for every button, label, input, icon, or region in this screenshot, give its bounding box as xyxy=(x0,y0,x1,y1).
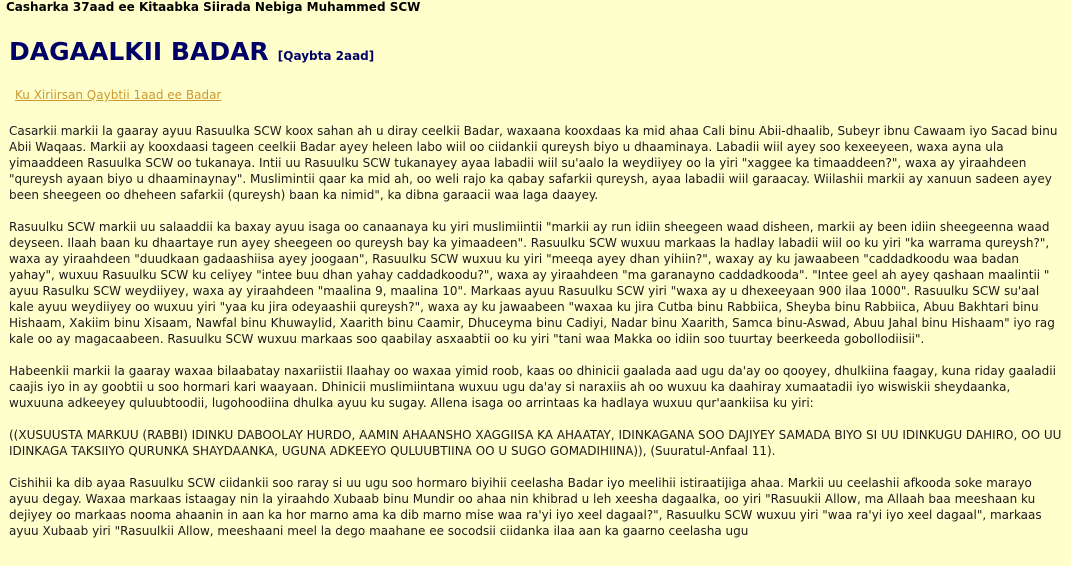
article-body xyxy=(9,123,1065,555)
previous-part-link[interactable]: Ku Xiriirsan Qaybtii 1aad ee Badar xyxy=(15,88,222,102)
part-label: [Qaybta 2aad] xyxy=(277,49,375,63)
page-title: DAGAALKII BADAR xyxy=(9,37,269,66)
paragraph: Casarkii markii la gaaray ayuu Rasuulka SCW koox sahan ah u diray ceelkii Badar, waxaana kooxdaas ka mid ahaa Cali binu Abii-dhaalib, Subeyr ibnu Cawaam iyo Sacad binu Abii Waqaas. Markii ay kooxdaasi tageen ceelkii Badar ayey heleen labo wiil oo ciidankii qureysh biyo u dhaaminaya. Labadii wiil ayey soo kexeeyeen, waxa ayna ula yimaaddeen Rasuulka SCW oo tukanaya. Intii uu Rasuulku SCW tukanayey ayaa labadii wiil su'aalo la weydiiyey oo la yiri "xaggee ka timaaddeen?", waxa ay yiraahdeen "qureysh ayaan biyo u dhaaminaynay". Muslimintii qaar ka mid ah, oo weli rajo ka qabay safarkii qureysh, ayaa labadii wiil garaacay. Wiilashii markii ay xanuun sadeen ayey been sheegeen oo dheheen safarkii (qureysh) baan ka nimid", ka dibna garaacii waa laga daayey. xyxy=(9,124,1058,202)
lesson-series-title: Casharka 37aad ee Kitaabka Siirada Nebiga Muhammed SCW xyxy=(6,0,421,14)
paragraph: Habeenkii markii la gaaray waxaa bilaabatay naxariistii Ilaahay oo waxaa yimid roob, kaas oo dhinicii gaalada aad ugu da'ay oo qooyey, dhulkiina faagay, kuna riday gaaladii caajis iyo in ay goobtii u soo hormari kari waayaan. Dhinicii muslimiintana wuxuu ugu da'ay si naraxiis ah oo wuxuu ka daahiray xumaatadii iyo wiswiskii sheydaanka, wuxuuna adkeeyey quluubtoodii, lugohoodiina dhulka ayuu ku sugay. Allena isaga oo arrintaas ka hadlaya wuxuu qur'aankiisa ku yiri: xyxy=(9,364,1056,410)
paragraph: Rasuulku SCW markii uu salaaddii ka baxay ayuu isaga oo canaanaya ku yiri muslimiintii "markii ay run idiin sheegeen waad disheen, markii ay been idiin sheegeenna waad deyseen. Ilaah baan ku dhaartaye run ayey sheegeen oo qureysh bay ka yimaadeen". Rasuulku SCW wuxuu markaas la hadlay labadii wiil oo ku yiri "ka warrama qureysh?", waxa ay yiraahdeen "duudkaan gadaashiisa ayey joogaan", Rasuulku SCW wuxuu ku yiri "meeqa ayey dhan yihiin?", waxay ay ku jawaabeen "caddadkoodu waa badan yahay", wuxuu Rasuulku SCW ku celiyey "intee buu dhan yahay caddadkoodu?", waxa ay yiraahdeen "ma garanayno caddadkooda". "Intee geel ah ayey qashaan maalintii " ayuu Rasulku SCW weydiiyey, waxa ay yiraahdeen "maalina 9, maalina 10". Markaas ayuu Rasuulku SCW yiri "waxa ay u dhexeeyaan 900 ilaa 1000". Rasuulku SCW su'aal kale ayuu weydiiyey oo wuxuu yiri "yaa ku jira odeyaashii qureysh?", waxa ay ku jawaabeen "waxaa ku jira Cutba binu Rabbiica, Sheyba binu Rabbiica, Abuu Bakhtari binu Hishaam, Xakiim binu Xisaam, Nawfal binu Khuwaylid, Xaarith binu Caamir, Dhuceyma binu Cadiyi, Nadar binu Xaarith, Samca binu-Aswad, Abuu Jahal binu Hishaam" iyo rag kale oo ay magacaabeen. Rasuulku SCW wuxuu markaas soo qaabilay asxaabtii oo ku yiri "tani waa Makka oo idiin soo tuurtay beerkeeda gobollodiisii". xyxy=(9,220,1055,346)
paragraph: Cishihii ka dib ayaa Rasuulku SCW ciidankii soo raray si uu ugu soo hormaro biyihii ceelasha Badar iyo meelihii istiraatijiga ahaa. Markii uu ceelashii afkooda soke marayo ayuu degay. Waxaa markaas istaagay nin la yiraahdo Xubaab binu Mundir oo ahaa nin khibrad u leh xeesha dagaalka, oo yiri "Rasuukii Allow, ma Allaah baa meeshaan ku dejiyey oo markaas nooma ahaanin in aan ka hor marno ama ka dib marno mise waa ra'yi iyo xeel dagaal?", Rasuulku SCW wuxuu yiri "waa ra'yi iyo xeel dagaal", markaas ayuu Xubaab yiri "Rasuulkii Allow, meeshaani meel la dego maahane ee socodsii ciidanka ilaa aan ka gaarno ceelasha ugu xyxy=(9,476,1042,538)
article-heading xyxy=(9,37,374,66)
quran-verse-paragraph: ((XUSUUSTA MARKUU (RABBI) IDINKU DABOOLAY HURDO, AAMIN AHAANSHO XAGGIISA KA AHAATAY, IDINKAGANA SOO DAJIYEY SAMADA BIYO SI UU IDINKUGU DAHIRO, OO UU IDINKAGA TAKSIIYO QURUNKA SHAYDAANKA, UGUNA ADKEEYO QULUUBTIINA OO U SUGO GOMADIHIINA)), (Suuratul-Anfaal 11). xyxy=(9,428,1062,458)
